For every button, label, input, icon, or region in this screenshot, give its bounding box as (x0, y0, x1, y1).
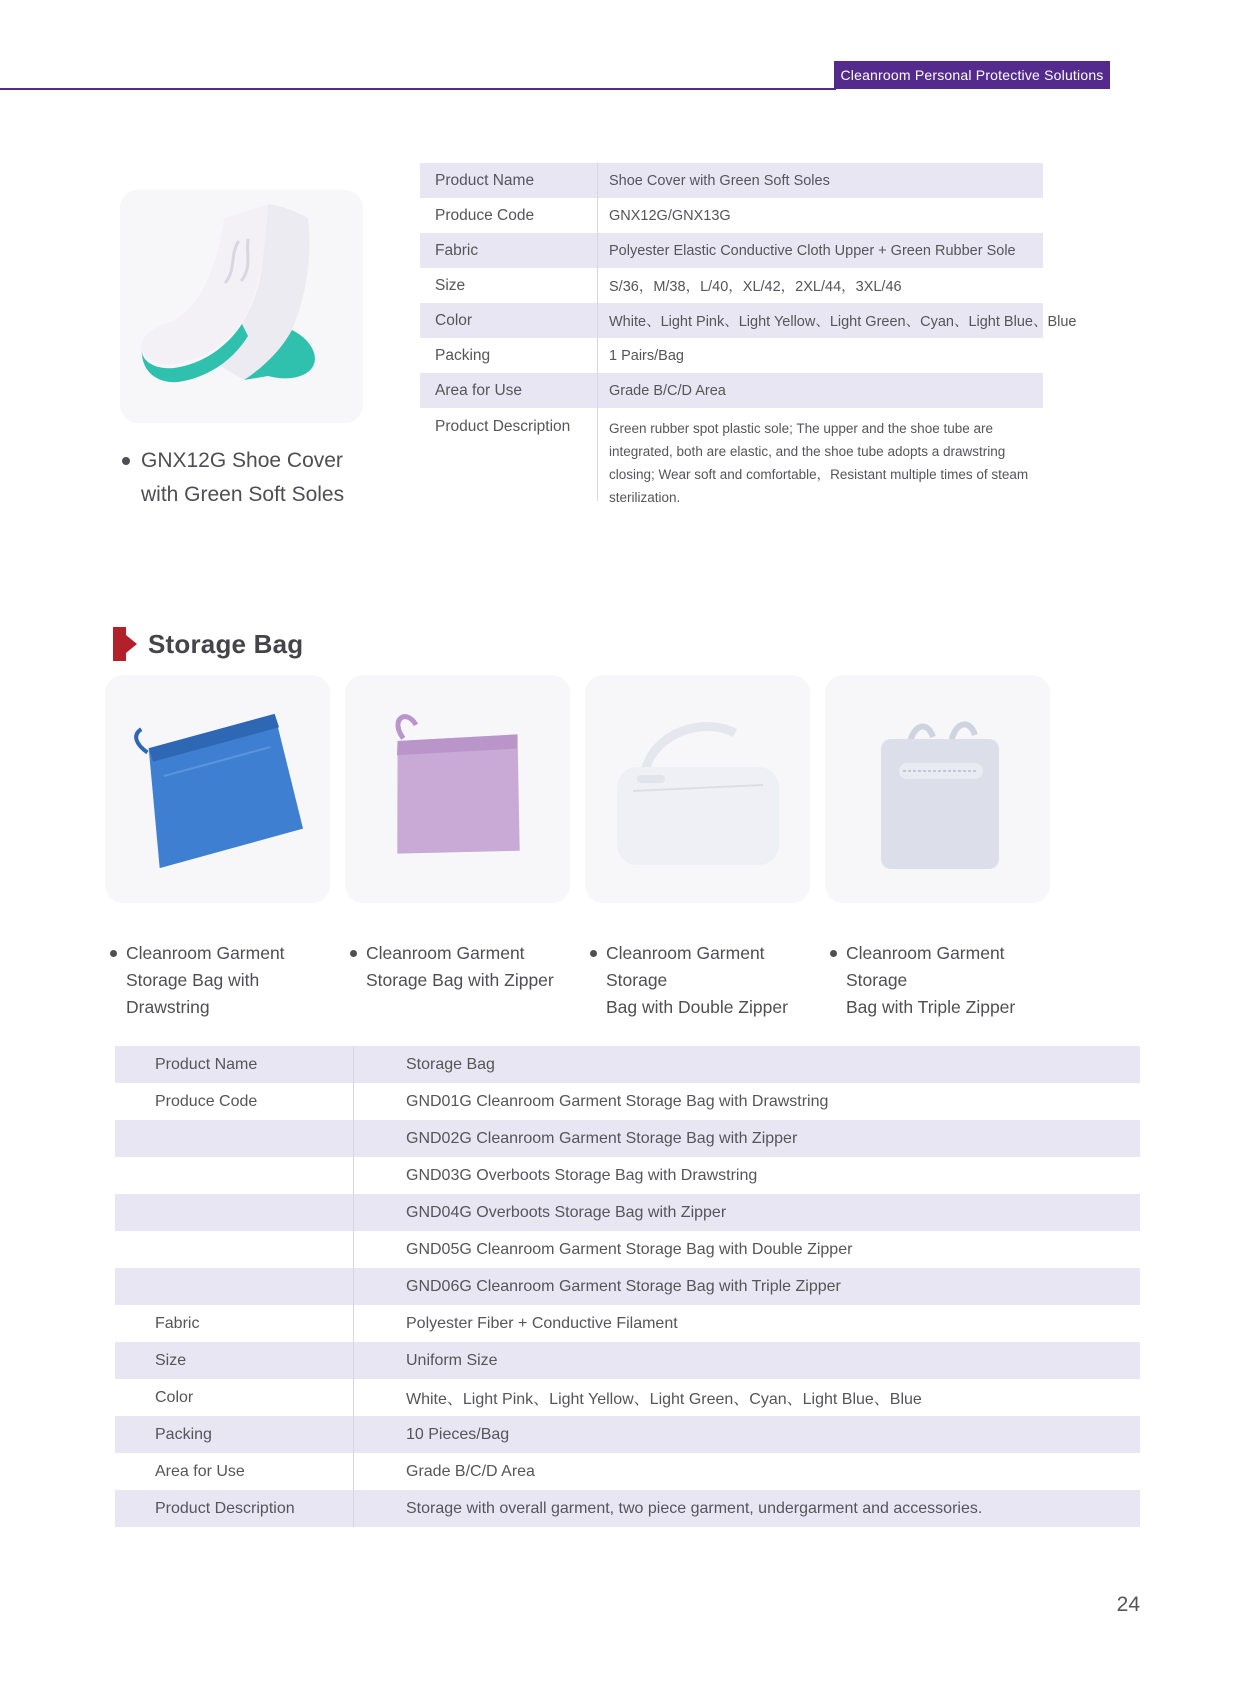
row-label: Fabric (435, 241, 479, 259)
bag-caption (345, 940, 570, 1021)
row-value: White、Light Pink、Light Yellow、Light Green、Cyan、Light Blue、Blue (353, 1379, 1140, 1416)
header-banner: Cleanroom Personal Protective Solutions (834, 61, 1110, 89)
row-label (115, 1268, 353, 1305)
table-row (115, 1305, 1140, 1342)
row-value: S/36，M/38，L/40，XL/42，2XL/44，3XL/46 (597, 268, 1043, 303)
table-row (115, 1120, 1140, 1157)
row-label: Area for Use (435, 381, 523, 399)
row-value: Uniform Size (353, 1342, 1140, 1379)
bullet-icon (590, 950, 597, 957)
row-value: GND04G Overboots Storage Bag with Zipper (353, 1194, 1140, 1231)
section-heading: Storage Bag (148, 628, 304, 659)
row-label: Size (435, 276, 466, 294)
double-zipper-bag-illustration (585, 675, 810, 903)
row-value: GND02G Cleanroom Garment Storage Bag with Zipper (353, 1120, 1140, 1157)
section-flag-icon (113, 627, 137, 661)
row-value: GND06G Cleanroom Garment Storage Bag with Triple Zipper (353, 1268, 1140, 1305)
row-value: Polyester Elastic Conductive Cloth Upper + Green Rubber Sole (597, 233, 1043, 268)
storage-bag-section-title (113, 627, 303, 661)
table-row (420, 198, 1043, 233)
row-label: Size (155, 1351, 187, 1369)
row-label: Color (435, 311, 473, 329)
table-row (420, 303, 1077, 338)
row-label: Product Name (435, 171, 535, 189)
row-label (115, 1120, 353, 1157)
caption-line: Bag with Triple Zipper (846, 997, 1016, 1017)
caption-line: Cleanroom Garment (366, 943, 525, 963)
storage-bag-captions (105, 940, 1050, 1021)
triple-zipper-bag-photo (825, 675, 1050, 903)
row-value: Grade B/C/D Area (597, 373, 1043, 408)
row-value: Grade B/C/D Area (353, 1453, 1140, 1490)
row-label (115, 1231, 353, 1268)
table-row (115, 1453, 1140, 1490)
table-row (115, 1194, 1140, 1231)
caption-line: Cleanroom Garment (126, 943, 285, 963)
table-row (115, 1083, 1140, 1120)
table-row (115, 1342, 1140, 1379)
shoe-cover-photo (120, 190, 363, 423)
table-row (115, 1231, 1140, 1268)
storage-bag-photos (105, 675, 1050, 903)
row-label: Produce Code (155, 1092, 258, 1110)
table-row (420, 373, 1043, 408)
table-row (420, 338, 1043, 373)
row-value: Storage with overall garment, two piece garment, undergarment and accessories. (353, 1490, 1140, 1527)
shoe-cover-caption (122, 444, 344, 512)
row-value: 1 Pairs/Bag (597, 338, 1043, 373)
row-value: GND03G Overboots Storage Bag with Drawstring (353, 1157, 1140, 1194)
bullet-icon (122, 457, 130, 465)
bag-caption (585, 940, 810, 1021)
bag-caption (105, 940, 330, 1021)
row-label: Fabric (155, 1314, 200, 1332)
page-number: 24 (1116, 1593, 1140, 1616)
row-value: GND01G Cleanroom Garment Storage Bag with Drawstring (353, 1083, 1140, 1120)
triple-zipper-bag-illustration (825, 675, 1050, 903)
caption-line: Bag with Double Zipper (606, 997, 788, 1017)
row-label: Product Description (155, 1499, 295, 1517)
row-label: Product Description (435, 418, 571, 435)
zipper-bag-illustration (345, 675, 570, 903)
table-row (420, 163, 1043, 198)
header-rule (0, 88, 836, 90)
row-label (115, 1194, 353, 1231)
bullet-icon (110, 950, 117, 957)
caption-line: with Green Soft Soles (141, 483, 345, 506)
row-label: Area for Use (155, 1462, 245, 1480)
row-value: White、Light Pink、Light Yellow、Light Green、Cyan、Light Blue、Blue (597, 303, 1084, 338)
caption-line: Storage Bag with Zipper (366, 970, 554, 990)
shoe-cover-spec-table (420, 163, 1077, 505)
zipper-bag-photo (345, 675, 570, 903)
table-row (115, 1490, 1140, 1527)
bag-caption (825, 940, 1050, 1021)
row-label: Packing (435, 346, 491, 364)
table-row (115, 1416, 1140, 1453)
row-value: Shoe Cover with Green Soft Soles (597, 163, 1043, 198)
row-value: Storage Bag (353, 1046, 1140, 1083)
caption-line: Cleanroom Garment Storage (606, 943, 765, 990)
table-row (115, 1157, 1140, 1194)
table-row (420, 268, 1043, 303)
row-label: Color (155, 1388, 194, 1406)
drawstring-bag-photo (105, 675, 330, 903)
table-row (115, 1046, 1140, 1083)
bullet-icon (350, 950, 357, 957)
row-value: Polyester Fiber + Conductive Filament (353, 1305, 1140, 1342)
caption-line: Storage Bag with Drawstring (126, 970, 260, 1017)
table-row (115, 1379, 1140, 1416)
table-row (115, 1268, 1140, 1305)
row-label: Packing (155, 1425, 212, 1443)
row-label: Produce Code (435, 206, 535, 224)
row-label: Product Name (155, 1055, 258, 1073)
caption-line: Cleanroom Garment Storage (846, 943, 1005, 990)
bullet-icon (830, 950, 837, 957)
row-label (115, 1157, 353, 1194)
shoe-cover-illustration (120, 190, 363, 423)
drawstring-bag-illustration (105, 675, 330, 903)
row-value: Green rubber spot plastic sole; The upper and the shoe tube are integrated, both are elastic, and the shoe tube adopts a drawstring closing; Wear soft and comfortable，Resistant multiple times of steam sterilization. (597, 408, 1043, 501)
row-value: GNX12G/GNX13G (597, 198, 1043, 233)
row-value: GND05G Cleanroom Garment Storage Bag with Double Zipper (353, 1231, 1140, 1268)
row-value: 10 Pieces/Bag (353, 1416, 1140, 1453)
double-zipper-bag-photo (585, 675, 810, 903)
caption-line: GNX12G Shoe Cover (141, 449, 343, 472)
storage-bag-spec-table (115, 1046, 1140, 1527)
table-row (420, 233, 1043, 268)
table-row (420, 408, 1043, 505)
